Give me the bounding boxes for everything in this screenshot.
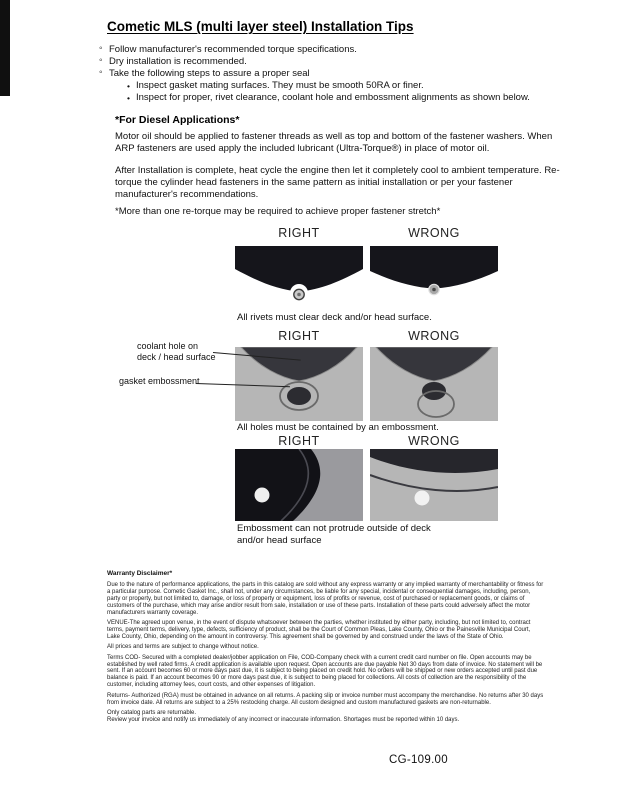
right-label: RIGHT [278,329,320,343]
wrong-label: WRONG [408,329,460,343]
embossment-protruding-illustration [370,449,498,521]
right-label: RIGHT [278,226,320,240]
figure3-caption: Embossment can not protrude outside of deck and/or head surface [237,523,431,546]
right-label: RIGHT [278,434,320,448]
warranty-heading: Warranty Disclaimer* [107,570,173,577]
fig2-wrong-image [370,347,498,421]
hole-contained-illustration [235,347,363,421]
tip-subitem [127,80,569,92]
fig2-right-image [235,347,363,421]
warranty-paragraph: Only catalog parts are returnable. [107,710,197,716]
tip-item [99,68,569,104]
annotation-line2: deck / head surface [137,352,216,362]
page-title: Cometic MLS (multi layer steel) Installation Tips [107,19,414,34]
fig1-right-image [235,246,363,308]
diesel-applications-heading: *For Diesel Applications* [115,114,240,126]
gasket-embossment-annotation: gasket embossment [119,376,200,386]
warranty-disclaimer-section [107,570,544,724]
diesel-paragraph-2: After Installation is complete, heat cycle the engine then let it completely cool to ambient temperature. Re-torque the cylinder head fasteners in the same pattern as initial installation or per your fastener manufacturer's recommendations. [115,165,560,200]
figure2-caption: All holes must be contained by an embossment. [237,422,439,433]
wrong-label: WRONG [408,434,460,448]
coolant-hole-annotation [137,341,216,363]
figure3-headers [235,434,498,448]
warranty-paragraph: Terms COD- Secured with a completed dealer/jobber application on File, COD-Company check with a current credit card number on file. Open accounts may be established by well rated firms. A credit application is available upon request. Open accounts are due payable Net 30 days from date of invoice. No statement will be sent. If an account becomes 60 or more days past due, it is subject to being placed on credit hold. No orders will be shipped or new orders accepted until past due balance is paid. If an account becomes 90 or more days past due, it is subject to being placed for collections. All costs of collection are the responsibility of the customer, including attorney fees, court costs, and other expenses of litigation. [107,654,543,689]
retorque-note: *More than one re-torque may be required to achieve proper fastener stretch* [115,206,441,217]
figure2-headers [235,329,498,343]
fig3-right-image [235,449,363,521]
tip-subitem [127,92,569,104]
tip-text: Take the following steps to assure a proper seal [109,68,310,79]
tip-sublist [127,80,569,104]
tip-subtext: Inspect for proper, rivet clearance, coolant hole and embossment alignments as shown below. [136,92,530,103]
fig1-wrong-image [370,246,498,308]
warranty-paragraph: Review your invoice and notify us immediately of any incorrect or inaccurate information. Shortages must be reported within 10 days. [107,716,460,723]
warranty-paragraph: Returns- Authorized (RGA) must be obtained in advance on all returns. A packing slip or invoice number must accompany the merchandise. No returns after 30 days from invoice date. All returns are subject to a 25% restocking charge. All custom designed and custom manufactured gaskets are non-returnable. [107,692,544,706]
rivet-interfere-illustration [370,246,498,308]
binding-mark [0,0,10,96]
warranty-paragraph: Due to the nature of performance applications, the parts in this catalog are sold without any express warranty or any implied warranty of merchantability or fitness for a particular purpose. Cometic Gasket Inc., shall not, under any circumstances, be liable for any special, incidental or consequential damages, including, person, party or property, but not limited to, damage, or loss of property or equipment, loss of profits or revenue, cost of purchased or replacement goods, or claims of customers of the purchase, which may arise and/or result from sale, installation or use of these parts. Installation of these parts could adversely affect the motor manufacturers warranty coverage. [107,582,544,616]
installation-tips-list [99,44,569,104]
rivet-clear-illustration [235,246,363,308]
tip-text: Follow manufacturer's recommended torque specifications. [109,44,357,55]
tip-item [99,56,569,68]
embossment-inside-illustration [235,449,363,521]
figure1-caption: All rivets must clear deck and/or head surface. [237,312,432,323]
tip-text: Dry installation is recommended. [109,56,247,67]
figure1-headers [235,226,498,240]
diesel-paragraph-1: Motor oil should be applied to fastener threads as well as top and bottom of the fastener washers. When ARP fasteners are used apply the included lubricant (Ultra-Torque®) in place of motor oil. [115,131,553,154]
page-number: CG-109.00 [389,754,448,766]
annotation-line1: coolant hole on [137,341,199,351]
warranty-paragraph: All prices and terms are subject to change without notice. [107,644,259,651]
figure1-row [235,246,498,308]
tip-item [99,44,569,56]
figure3-row [235,449,498,521]
hole-uncontained-illustration [370,347,498,421]
tip-subtext: Inspect gasket mating surfaces. They must be smooth 50RA or finer. [136,80,424,91]
fig3-wrong-image [370,449,498,521]
warranty-paragraph: VENUE-The agreed upon venue, in the event of dispute whatsoever between the parties, whether instituted by either party, including, but not limited to, contract terms, payment terms, delivery, type, defects, sufficiency of product, shall be the Court of Common Pleas, Lake County, Ohio or the Painesville Municipal Court, Lake County, Ohio, depending on the amount in controversy. This agreement shall be governed by and construed under the laws of the State of Ohio. [107,620,531,640]
wrong-label: WRONG [408,226,460,240]
